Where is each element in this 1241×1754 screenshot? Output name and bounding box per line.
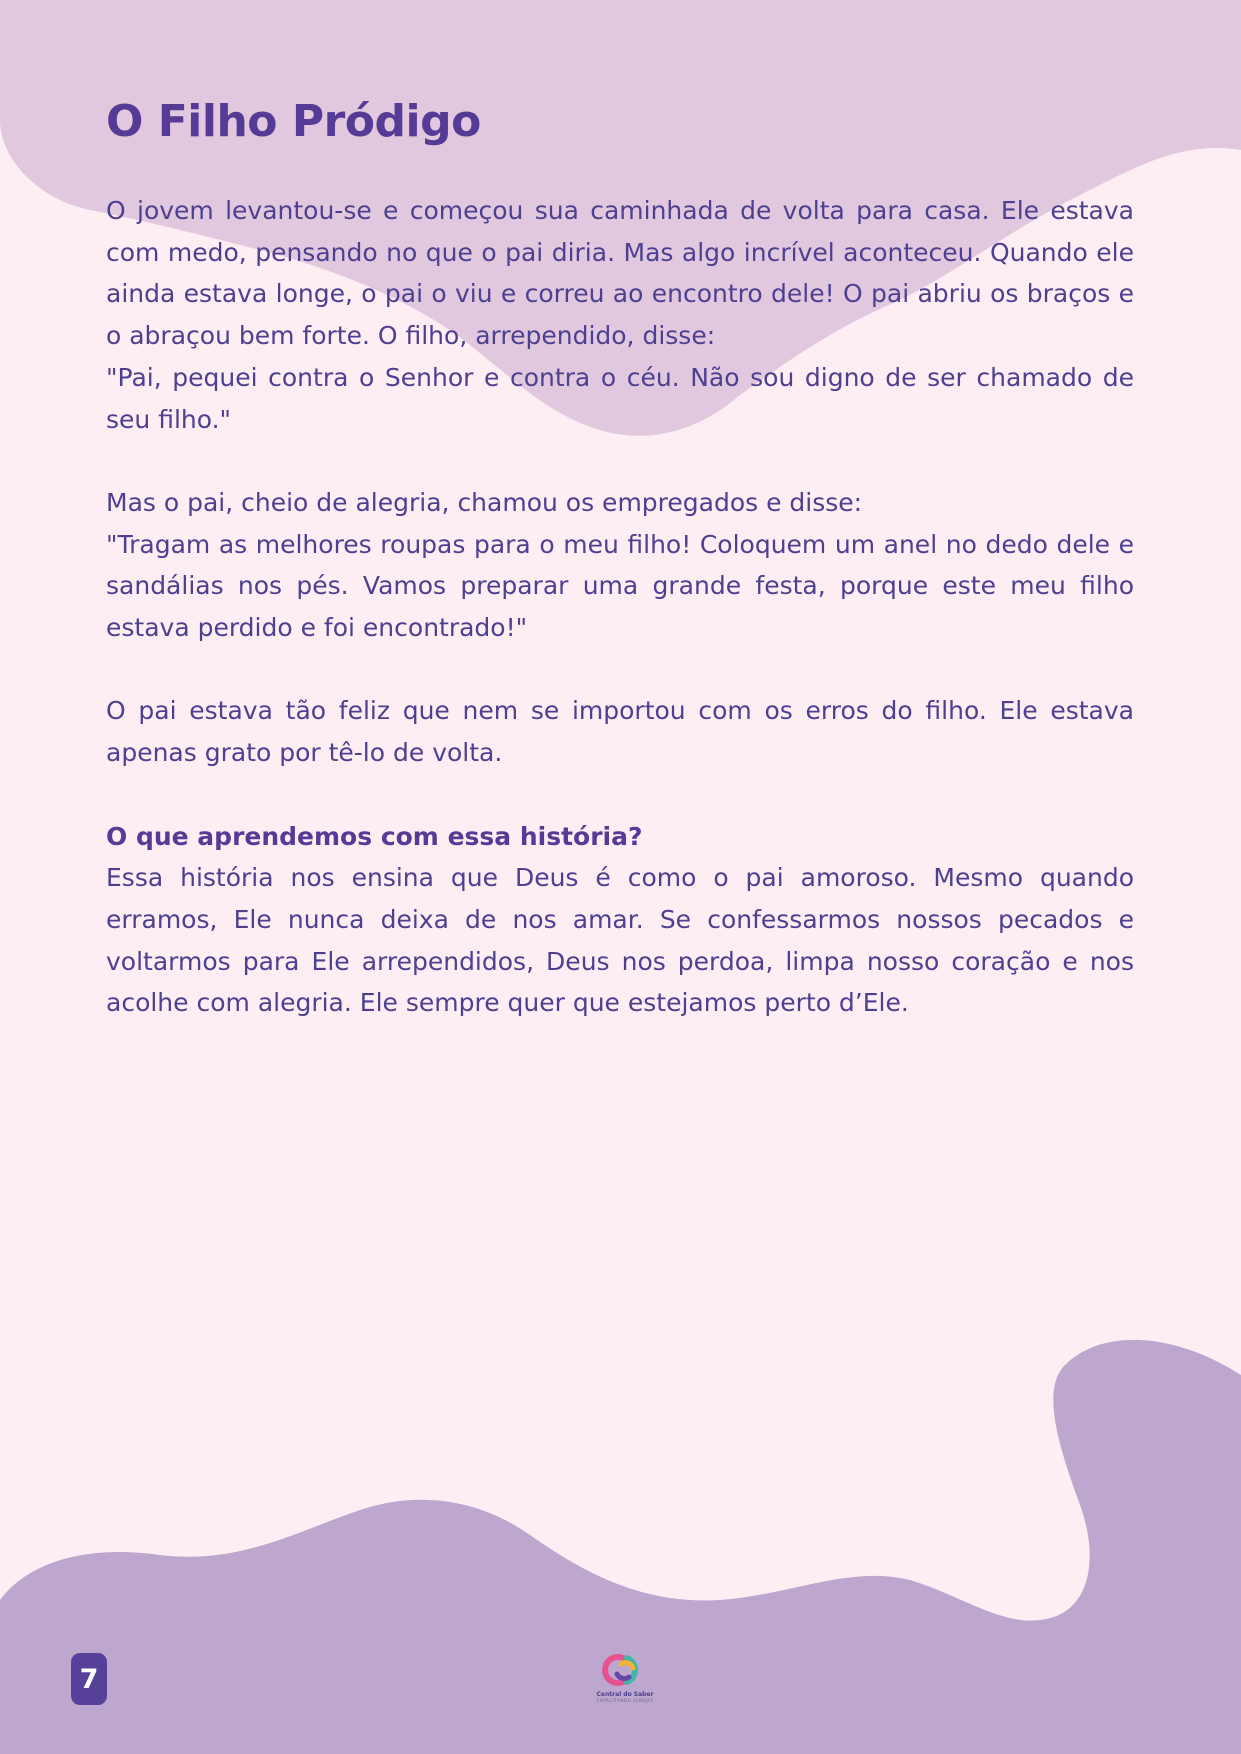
paragraph-gap [106, 649, 1134, 691]
story-paragraph-1 [106, 190, 1134, 440]
story-paragraph-1-line-1: O jovem levantou-se e começou sua caminhada de volta para casa. Ele estava com medo, pensando no que o pai diria. Mas algo incrível aconteceu. Quando ele ainda estava longe, o pai o viu e correu ao encontro dele! O pai abriu os braços e o abraçou bem forte. O filho, arrependido, disse: [106, 196, 1134, 351]
story-paragraph-2 [106, 482, 1134, 649]
story-paragraph-1-line-2: "Pai, pequei contra o Senhor e contra o céu. Não sou digno de ser chamado de seu filho." [106, 362, 1134, 434]
lesson-heading: O que aprendemos com essa história? [106, 821, 643, 851]
central-do-saber-logo [587, 1650, 663, 1706]
paragraph-gap [106, 774, 1134, 816]
page-number-badge: 7 [71, 1653, 107, 1705]
story-paragraph-3: O pai estava tão feliz que nem se importou com os erros do filho. Ele estava apenas grato por tê-lo de volta. [106, 696, 1134, 768]
story-paragraph-2-line-2: "Tragam as melhores roupas para o meu filho! Coloquem um anel no dedo dele e sandálias nos pés. Vamos preparar uma grande festa, porque este meu filho estava perdido e foi encontrado!" [106, 529, 1134, 643]
paragraph-gap [106, 440, 1134, 482]
story-content [106, 92, 1134, 1024]
logo-name: Central do Saber [596, 1691, 654, 1698]
lesson-paragraph: Essa história nos ensina que Deus é como o pai amoroso. Mesmo quando erramos, Ele nunca deixa de nos amar. Se confessarmos nossos pecados e voltarmos para Ele arrependidos, Deus nos perdoa, limpa nosso coração e nos acolhe com alegria. Ele sempre quer que estejamos perto d’Ele. [106, 863, 1134, 1018]
logo-rings-icon [599, 1650, 651, 1690]
page-title: O Filho Pródigo [106, 96, 481, 147]
logo-tagline: CAPACITANDO IGREJAS [596, 1698, 654, 1703]
story-paragraph-2-line-1: Mas o pai, cheio de alegria, chamou os empregados e disse: [106, 487, 863, 517]
